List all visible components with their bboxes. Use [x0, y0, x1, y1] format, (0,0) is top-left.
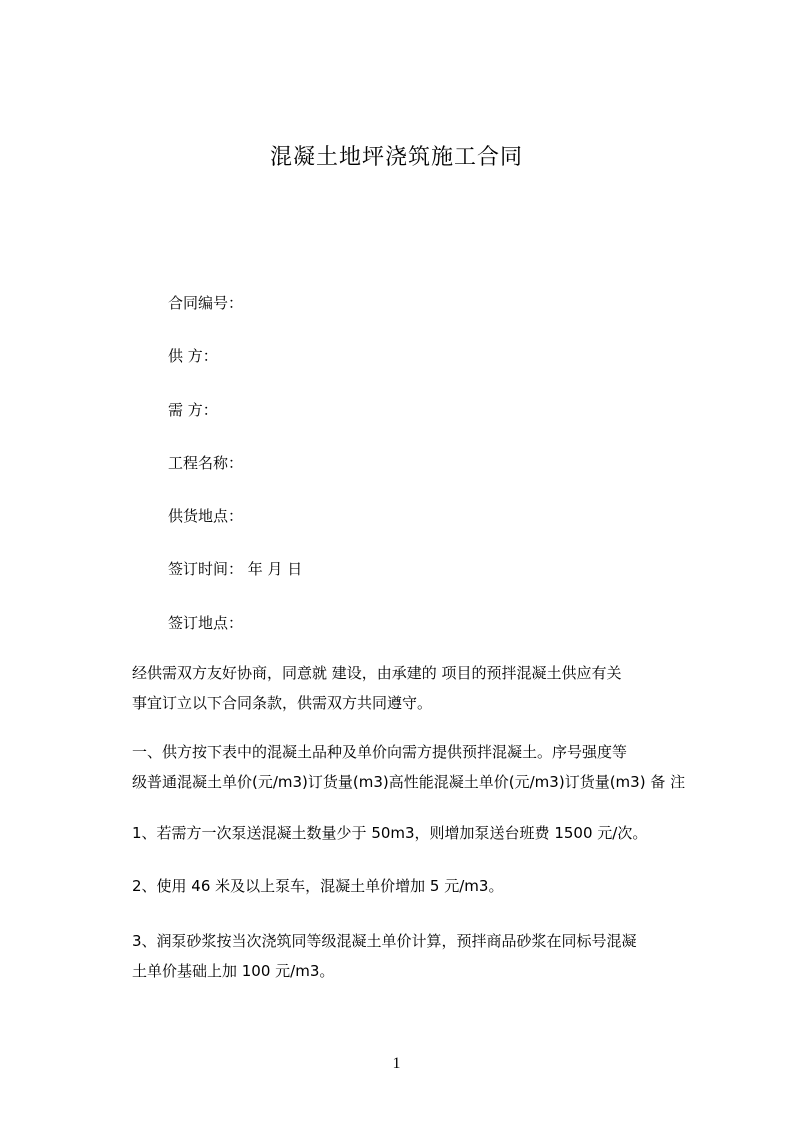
paragraph-line: 级普通混凝土单价(元/m3)订货量(m3)高性能混凝土单价(元/m3)订货量(m3) 备 注: [132, 773, 686, 791]
signing-date-label: 签订时间： 年 月 日: [168, 560, 303, 578]
contract-number-label: 合同编号：: [168, 294, 244, 312]
paragraph-line: 一、供方按下表中的混凝土品种及单价向需方提供预拌混凝土。序号强度等: [132, 743, 628, 761]
clause-item-3: [132, 926, 692, 986]
paragraph-line: 经供需双方友好协商，同意就 建设，由承建的 项目的预拌混凝土供应有关: [132, 664, 622, 682]
document-title: 混凝土地坪浇筑施工合同: [269, 145, 523, 170]
paragraph-line: 土单价基础上加 100 元/m3。: [132, 962, 335, 980]
signing-location-label: 签订地点：: [168, 614, 244, 632]
project-name-label: 工程名称：: [168, 454, 244, 472]
delivery-location-label: 供货地点：: [168, 507, 244, 525]
paragraph-line: 2、使用 46 米及以上泵车，混凝土单价增加 5 元/m3。: [132, 877, 504, 895]
page-number: 1: [392, 1055, 401, 1072]
clause-item-1: [132, 818, 692, 848]
supplier-label: 供 方：: [168, 347, 218, 365]
intro-paragraph: [132, 658, 692, 718]
buyer-label: 需 方：: [168, 401, 218, 419]
paragraph-line: 1、若需方一次泵送混凝土数量少于 50m3，则增加泵送台班费 1500 元/次。: [132, 824, 648, 842]
paragraph-line: 3、润泵砂浆按当次浇筑同等级混凝土单价计算，预拌商品砂浆在同标号混凝: [132, 932, 637, 950]
clause-one-paragraph: [132, 737, 692, 797]
clause-item-2: [132, 871, 692, 901]
paragraph-line: 事宜订立以下合同条款，供需双方共同遵守。: [132, 694, 433, 712]
